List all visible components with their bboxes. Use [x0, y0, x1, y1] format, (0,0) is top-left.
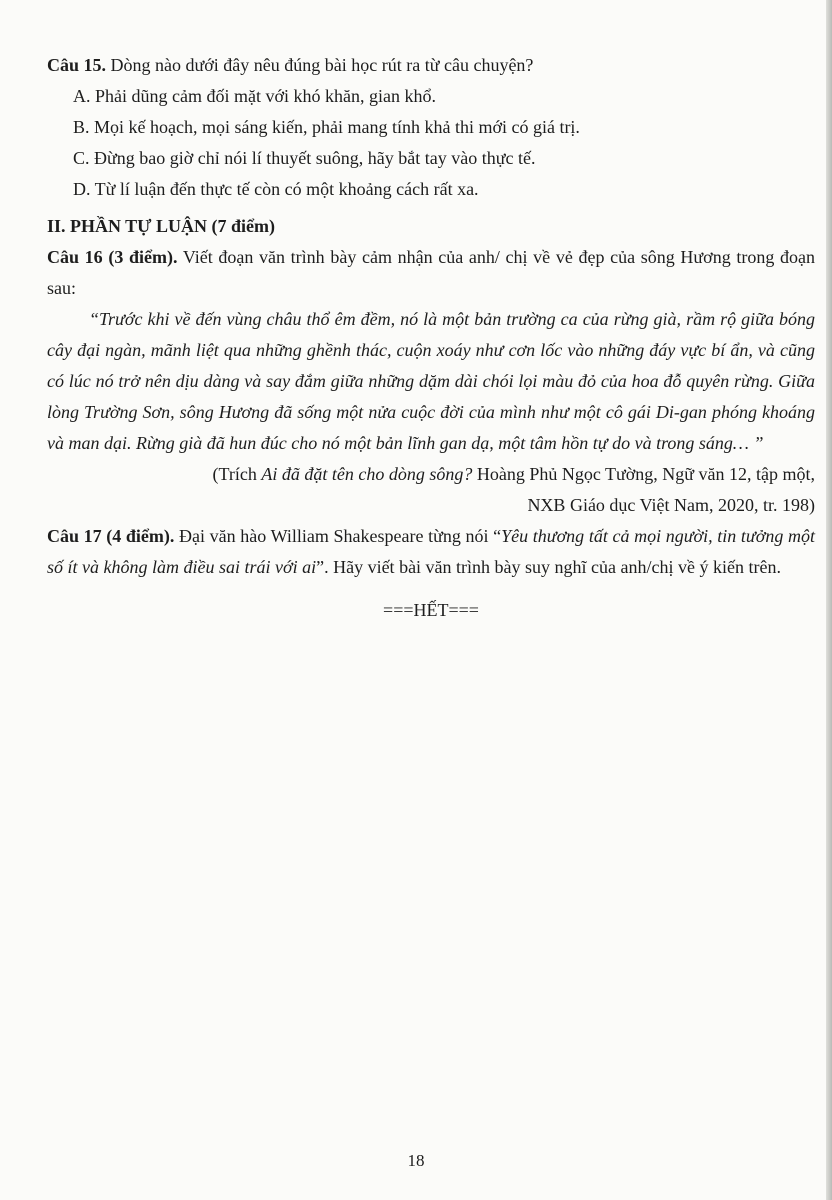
- question-17-text-after: ”. Hãy viết bài văn trình bày suy nghĩ của anh/chị về ý kiến trên.: [316, 557, 781, 577]
- question-17: [47, 521, 815, 583]
- citation-line-1: [47, 459, 815, 490]
- citation-prefix: (Trích: [212, 464, 262, 484]
- citation-line-2: NXB Giáo dục Việt Nam, 2020, tr. 198): [527, 495, 815, 515]
- citation-title: Ai đã đặt tên cho dòng sông?: [261, 464, 473, 484]
- question-15-text: Dòng nào dưới đây nêu đúng bài học rút ra từ câu chuyện?: [110, 55, 534, 75]
- question-16: [47, 242, 815, 304]
- question-17-label: Câu 17 (4 điểm).: [47, 526, 175, 546]
- page-content: [47, 50, 815, 626]
- question-16-quote: “Trước khi về đến vùng châu thổ êm đềm, nó là một bản trường ca của rừng già, rầm rộ giữa bóng cây đại ngàn, mãnh liệt qua những ghềnh thác, cuộn xoáy như cơn lốc vào những đáy vực bí ẩn, và cũng có lúc nó trở nên dịu dàng và say đắm giữa những dặm dài chói lọi màu đỏ của hoa đỗ quyên rừng. Giữa lòng Trường Sơn, sông Hương đã sống một nửa cuộc đời của mình như một cô gái Di-gan phóng khoáng và man dại. Rừng già đã hun đúc cho nó một bản lĩnh gan dạ, một tâm hồn tự do và trong sáng… ”: [47, 309, 815, 453]
- option-d: D. Từ lí luận đến thực tế còn có một khoảng cách rất xa.: [73, 179, 479, 199]
- question-17-quote: Yêu thương tất cả mọi người, tin tưởng một số ít và không làm điều sai trái với ai: [47, 526, 815, 577]
- option-b: B. Mọi kế hoạch, mọi sáng kiến, phải mang tính khả thi mới có giá trị.: [73, 117, 580, 137]
- option-a: A. Phải dũng cảm đối mặt với khó khăn, gian khổ.: [73, 86, 436, 106]
- page-edge-shadow: [826, 0, 832, 1200]
- option-c: C. Đừng bao giờ chỉ nói lí thuyết suông, hãy bắt tay vào thực tế.: [73, 148, 536, 168]
- section-title: II. PHẦN TỰ LUẬN (7 điểm): [47, 216, 275, 236]
- question-15-label: Câu 15.: [47, 55, 107, 75]
- end-mark: ===HẾT===: [383, 600, 479, 620]
- question-15: [47, 50, 815, 81]
- question-16-label: Câu 16 (3 điểm).: [47, 247, 178, 267]
- question-16-text: Viết đoạn văn trình bày cảm nhận của anh/ chị về vẻ đẹp của sông Hương trong đoạn sau:: [47, 247, 815, 298]
- page-number: 18: [407, 1151, 425, 1170]
- question-17-text-before: Đại văn hào William Shakespeare từng nói “: [179, 526, 502, 546]
- citation-rest: Hoàng Phủ Ngọc Tường, Ngữ văn 12, tập một,: [472, 464, 815, 484]
